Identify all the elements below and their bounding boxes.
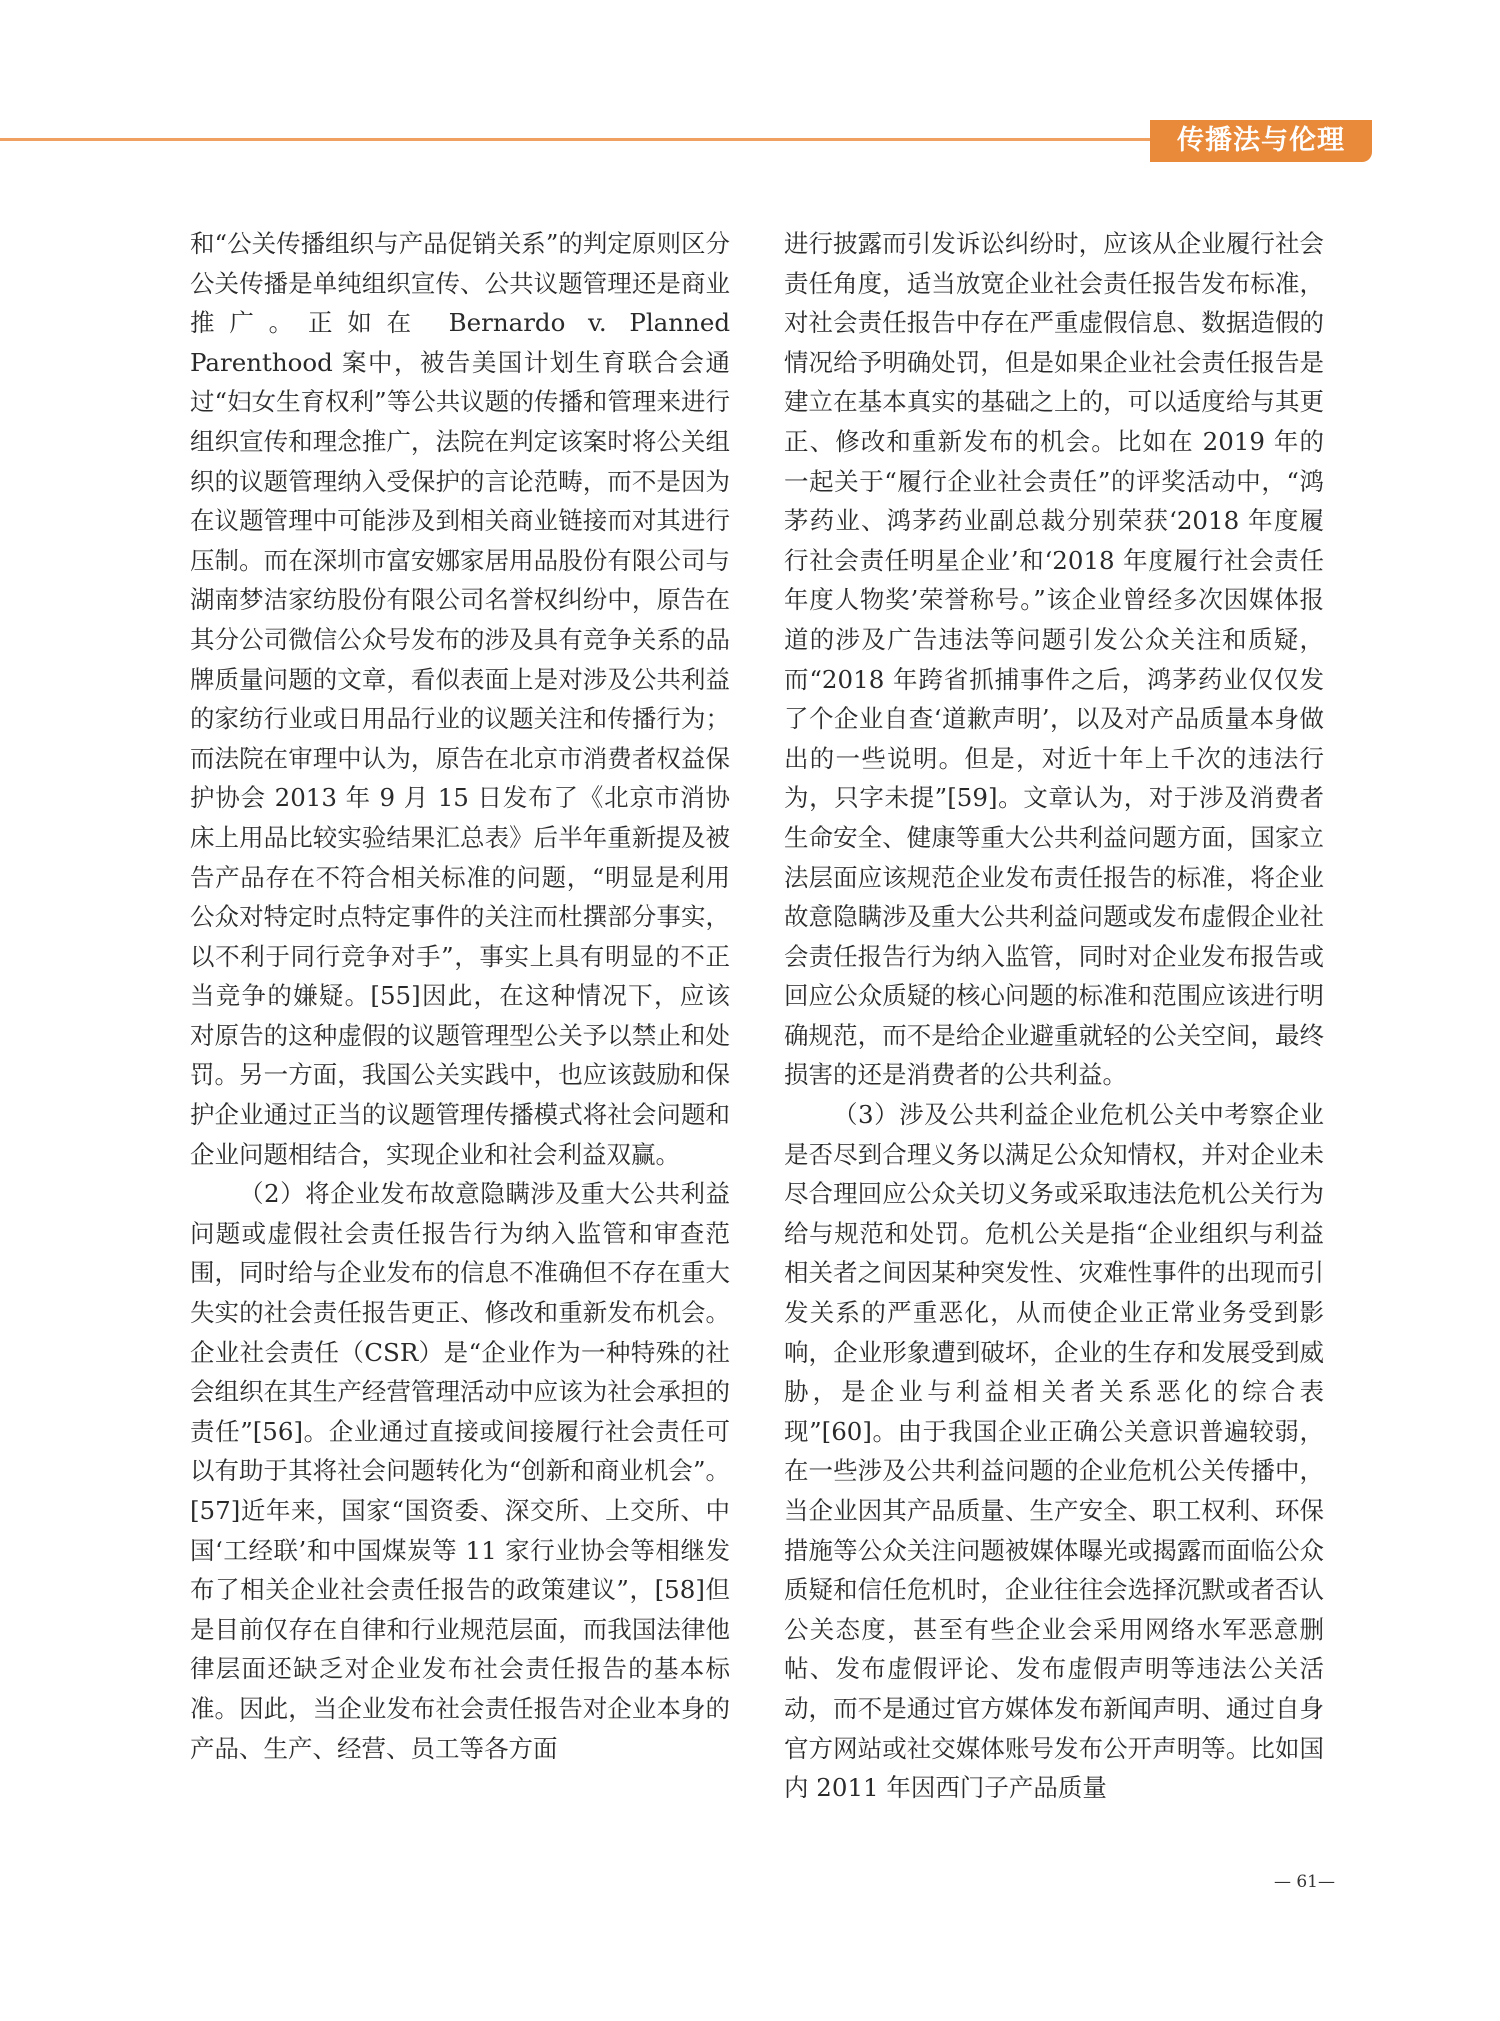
paragraph: 进行披露而引发诉讼纠纷时，应该从企业履行社会责任角度，适当放宽企业社会责任报告发布标准，对社会责任报告中存在严重虚假信息、数据造假的情况给予明确处罚，但是如果企业社会责任报告是建立在基本真实的基础之上的，可以适度给与其更正、修改和重新发布的机会。比如在 2019 年的一起关于“履行企业社会责任”的评奖活动中，“鸿茅药业、鸿茅药业副总裁分别荣获‘2018 年度履行社会责任明星企业’和‘2018 年度履行社会责任年度人物奖’荣誉称号。”该企业曾经多次因媒体报道的涉及广告违法等问题引发公众关注和质疑，而“2018 年跨省抓捕事件之后，鸿茅药业仅仅发了个企业自查‘道歉声明’，以及对产品质量本身做出的一些说明。但是，对近十年上千次的违法行为，只字未提”[59]。文章认为，对于涉及消费者生命安全、健康等重大公共利益问题方面，国家立法层面应该规范企业发布责任报告的标准，将企业故意隐瞒涉及重大公共利益问题或发布虚假企业社会责任报告行为纳入监管，同时对企业发布报告或回应公众质疑的核心问题的标准和范围应该进行明确规范，而不是给企业避重就轻的公关空间，最终损害的还是消费者的公共利益。 xyxy=(784,229,1324,1090)
section-title: 传播法与伦理 xyxy=(1150,120,1372,162)
paragraph: （2）将企业发布故意隐瞒涉及重大公共利益问题或虚假社会责任报告行为纳入监管和审查范围，同时给与企业发布的信息不准确但不存在重大失实的社会责任报告更正、修改和重新发布机会。企业社会责任（CSR）是“企业作为一种特殊的社会组织在其生产经营管理活动中应该为社会承担的责任”[56]。企业通过直接或间接履行社会责任可以有助于其将社会问题转化为“创新和商业机会”。[57]近年来，国家“国资委、深交所、上交所、中国‘工经联’和中国煤炭等 11 家行业协会等相继发布了相关企业社会责任报告的政策建议”，[58]但是目前仅存在自律和行业规范层面，而我国法律他律层面还缺乏对企业发布社会责任报告的基本标准。因此，当企业发布社会责任报告对企业本身的产品、生产、经营、员工等各方面 xyxy=(190,1179,730,1763)
left-column xyxy=(190,224,730,1841)
page-number: — 61— xyxy=(1273,1872,1335,1892)
right-column xyxy=(784,224,1324,1841)
header-rule xyxy=(0,138,1150,141)
paragraph: 和“公关传播组织与产品促销关系”的判定原则区分公关传播是单纯组织宣传、公共议题管理还是商业推广。正如在 Bernardo v. Planned Parenthood 案中，被告美国计划生育联合会通过“妇女生育权利”等公共议题的传播和管理来进行组织宣传和理念推广，法院在判定该案时将公关组织的议题管理纳入受保护的言论范畴，而不是因为在议题管理中可能涉及到相关商业链接而对其进行压制。而在深圳市富安娜家居用品股份有限公司与湖南梦洁家纺股份有限公司名誉权纠纷中，原告在其分公司微信公众号发布的涉及具有竞争关系的品牌质量问题的文章，看似表面上是对涉及公共利益的家纺行业或日用品行业的议题关注和传播行为；而法院在审理中认为，原告在北京市消费者权益保护协会 2013 年 9 月 15 日发布了《北京市消协床上用品比较实验结果汇总表》后半年重新提及被告产品存在不符合相关标准的问题，“明显是利用公众对特定时点特定事件的关注而杜撰部分事实，以不利于同行竞争对手”，事实上具有明显的不正当竞争的嫌疑。[55]因此，在这种情况下，应该对原告的这种虚假的议题管理型公关予以禁止和处罚。另一方面，我国公关实践中，也应该鼓励和保护企业通过正当的议题管理传播模式将社会问题和企业问题相结合，实现企业和社会利益双赢。 xyxy=(190,229,730,1169)
paragraph: （3）涉及公共利益企业危机公关中考察企业是否尽到合理义务以满足公众知情权，并对企业未尽合理回应公众关切义务或采取违法危机公关行为给与规范和处罚。危机公关是指“企业组织与利益相关者之间因某种突发性、灾难性事件的出现而引发关系的严重恶化，从而使企业正常业务受到影响，企业形象遭到破坏，企业的生存和发展受到威胁，是企业与利益相关者关系恶化的综合表现”[60]。由于我国企业正确公关意识普遍较弱，在一些涉及公共利益问题的企业危机公关传播中，当企业因其产品质量、生产安全、职工权利、环保措施等公众关注问题被媒体曝光或揭露而面临公众质疑和信任危机时，企业往往会选择沉默或者否认公关态度，甚至有些企业会采用网络水军恶意删帖、发布虚假评论、发布虚假声明等违法公关活动，而不是通过官方媒体发布新闻声明、通过自身官方网站或社交媒体账号发布公开声明等。比如国内 2011 年因西门子产品质量 xyxy=(784,1100,1324,1803)
